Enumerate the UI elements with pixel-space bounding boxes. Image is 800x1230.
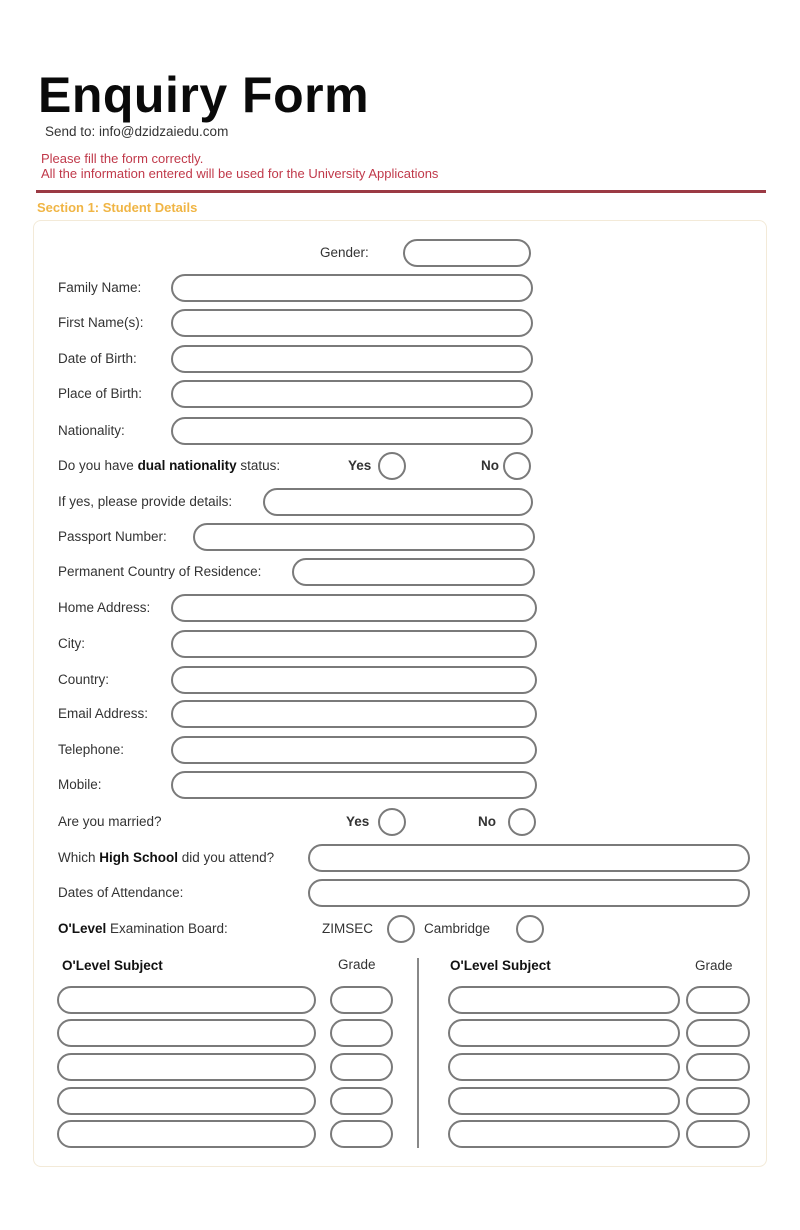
header-divider xyxy=(36,190,766,193)
dob-input[interactable] xyxy=(171,345,533,373)
subject-input[interactable] xyxy=(448,1053,680,1081)
family-name-label: Family Name: xyxy=(58,280,142,295)
city-label: City: xyxy=(58,636,85,651)
mobile-input[interactable] xyxy=(171,771,537,799)
grade-input[interactable] xyxy=(686,1053,750,1081)
dual-nationality-label: Do you have dual nationality status: xyxy=(58,458,281,473)
subject-input[interactable] xyxy=(448,1019,680,1047)
grade-input[interactable] xyxy=(330,1053,393,1081)
dates-attendance-input[interactable] xyxy=(308,879,750,907)
cambridge-radio[interactable] xyxy=(516,915,544,943)
high-school-label: Which High School did you attend? xyxy=(58,850,275,865)
country-label: Country: xyxy=(58,672,110,687)
residence-label: Permanent Country of Residence: xyxy=(58,564,262,579)
first-names-input[interactable] xyxy=(171,309,533,337)
grade-header: Grade xyxy=(338,957,376,972)
nationality-label: Nationality: xyxy=(58,423,125,438)
first-names-label: First Name(s): xyxy=(58,315,144,330)
grade-input[interactable] xyxy=(686,1120,750,1148)
zimsec-option-label: ZIMSEC xyxy=(322,921,374,936)
grade-input[interactable] xyxy=(330,1019,393,1047)
telephone-input[interactable] xyxy=(171,736,537,764)
yes-option-label: Yes xyxy=(348,458,372,473)
grade-input[interactable] xyxy=(330,1087,393,1115)
residence-input[interactable] xyxy=(292,558,535,586)
cambridge-option-label: Cambridge xyxy=(424,921,491,936)
telephone-label: Telephone: xyxy=(58,742,125,757)
dob-label: Date of Birth: xyxy=(58,351,137,366)
table-divider xyxy=(417,958,419,1148)
pob-label: Place of Birth: xyxy=(58,386,143,401)
dual-yes-radio[interactable] xyxy=(378,452,406,480)
zimsec-radio[interactable] xyxy=(387,915,415,943)
grade-header: Grade xyxy=(695,958,733,973)
married-no-radio[interactable] xyxy=(508,808,536,836)
subject-header: O'Level Subject xyxy=(450,958,551,973)
family-name-input[interactable] xyxy=(171,274,533,302)
married-yes-radio[interactable] xyxy=(378,808,406,836)
email-label: Email Address: xyxy=(58,706,149,721)
subject-input[interactable] xyxy=(57,1019,316,1047)
instruction-note: All the information entered will be used for the University Applications xyxy=(41,166,439,181)
section-title: Section 1: Student Details xyxy=(37,200,198,215)
dates-label: Dates of Attendance: xyxy=(58,885,184,900)
subject-header: O'Level Subject xyxy=(62,958,163,973)
grade-input[interactable] xyxy=(330,986,393,1014)
subject-input[interactable] xyxy=(448,1087,680,1115)
home-label: Home Address: xyxy=(58,600,151,615)
gender-input[interactable] xyxy=(403,239,531,267)
instruction-note: Please fill the form correctly. xyxy=(41,151,204,166)
high-school-input[interactable] xyxy=(308,844,750,872)
no-option-label: No xyxy=(481,458,499,473)
home-input[interactable] xyxy=(171,594,537,622)
pob-input[interactable] xyxy=(171,380,533,408)
mobile-label: Mobile: xyxy=(58,777,102,792)
send-to-email: Send to: info@dzidzaiedu.com xyxy=(45,124,229,139)
dual-details-input[interactable] xyxy=(263,488,533,516)
married-label: Are you married? xyxy=(58,814,162,829)
yes-option-label: Yes xyxy=(346,814,370,829)
dual-no-radio[interactable] xyxy=(503,452,531,480)
passport-label: Passport Number: xyxy=(58,529,167,544)
subject-input[interactable] xyxy=(57,1053,316,1081)
subject-input[interactable] xyxy=(57,1120,316,1148)
gender-label: Gender: xyxy=(320,245,369,260)
passport-input[interactable] xyxy=(193,523,535,551)
country-input[interactable] xyxy=(171,666,537,694)
grade-input[interactable] xyxy=(330,1120,393,1148)
exam-board-label: O'Level Examination Board: xyxy=(58,921,228,936)
if-yes-label: If yes, please provide details: xyxy=(58,494,233,509)
subject-input[interactable] xyxy=(57,1087,316,1115)
no-option-label: No xyxy=(478,814,496,829)
grade-input[interactable] xyxy=(686,986,750,1014)
city-input[interactable] xyxy=(171,630,537,658)
grade-input[interactable] xyxy=(686,1087,750,1115)
subject-input[interactable] xyxy=(57,986,316,1014)
email-input[interactable] xyxy=(171,700,537,728)
page-title: Enquiry Form xyxy=(38,67,370,123)
grade-input[interactable] xyxy=(686,1019,750,1047)
nationality-input[interactable] xyxy=(171,417,533,445)
subject-input[interactable] xyxy=(448,1120,680,1148)
subject-input[interactable] xyxy=(448,986,680,1014)
